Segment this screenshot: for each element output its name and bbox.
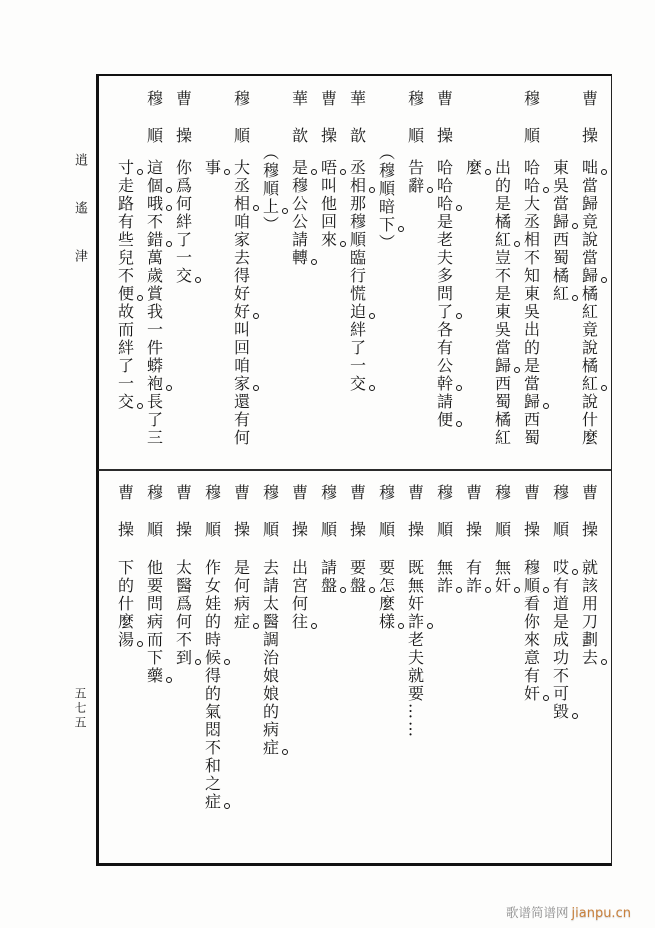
speaker-name: 穆順 [144,90,164,164]
speaker-name: 穆順 [318,484,338,558]
dialogue-text: 丞相那穆順臨行慌迫絆了一交 [347,159,367,393]
dialogue-column [545,470,574,864]
watermark-domain: jianpu.cn [571,906,631,921]
speaker-name: 曹操 [579,90,599,164]
dialogue-column [342,76,371,470]
dialogue-text: 告辭 [405,159,425,195]
dialogue-text: 要怎麼樣 [376,559,396,631]
dialogue-text: 寸走路有些兒不便故而絆了一交 [115,159,135,411]
dialogue-text: 事 [202,159,222,177]
speaker-name: 穆順 [231,90,251,164]
speaker-name: 穆順 [550,484,570,558]
dialogue-column [342,470,371,864]
speaker-name: 穆順 [434,484,454,558]
stage-direction: （穆順暗下） [376,144,396,252]
speaker-name: 曹操 [521,484,541,558]
dialogue-text: 請盤 [318,559,338,595]
speaker-name: 曹操 [115,484,135,558]
stage-direction-column [255,76,284,470]
dialogue-text: 是何病症 [231,559,251,631]
dialogue-column [400,470,429,864]
dialogue-text: 下的什麼湯 [115,559,135,649]
bottom-panel [110,470,603,864]
stage-direction: （穆順上） [260,144,280,234]
speaker-name: 曹操 [231,484,251,558]
dialogue-column [168,76,197,470]
dialogue-text: 出宮何往 [289,559,309,631]
dialogue-column [313,470,342,864]
dialogue-text: 這個哦不錯萬歲賞我一件蟒袍長了三 [144,159,164,447]
dialogue-text: 去請太醫調治娘娘的病症 [260,559,280,757]
speaker-name: 曹操 [579,484,599,558]
stage-direction-column [371,76,400,470]
speaker-name: 曹操 [347,484,367,558]
dialogue-column [400,76,429,470]
dialogue-column [371,470,400,864]
speaker-name: 曹操 [318,90,338,164]
speaker-name: 穆順 [376,484,396,558]
dialogue-column [139,470,168,864]
speaker-name: 曹操 [405,484,425,558]
dialogue-text: 咄當歸竟說當歸橘紅竟說橘紅說什麼 [579,159,599,447]
dialogue-text: 麼 [463,159,483,177]
dialogue-text: 東吳當歸西蜀橘紅 [550,159,570,303]
dialogue-text: 要盤 [347,559,367,595]
dialogue-column [429,76,458,470]
watermark-site-name: 歌谱简谱网 [506,905,569,920]
dialogue-continuation-column [110,76,139,470]
dialogue-text: 哈哈哈是老夫多問了各有公幹請便 [434,159,454,429]
speaker-name: 曹操 [173,90,193,164]
speaker-name: 穆順 [202,484,222,558]
dialogue-column [429,470,458,864]
dialogue-text: 出的是橘紅豈不是東吳當歸西蜀橘紅 [492,159,512,447]
speaker-name: 穆順 [144,484,164,558]
speaker-name: 曹操 [173,484,193,558]
dialogue-text: 有詐 [463,559,483,595]
page-number: 五七五 [73,687,87,731]
dialogue-text: 大丞相咱家去得好好叫回咱家還有何 [231,159,251,447]
running-title: 逍遙津 [72,153,87,297]
dialogue-text: 穆順看你來意有奸 [521,559,541,703]
dialogue-text: 太醫爲何不到 [173,559,193,667]
dialogue-column [226,76,255,470]
dialogue-column [255,470,284,864]
dialogue-column [516,470,545,864]
dialogue-text: 你爲何絆了一交 [173,159,193,285]
dialogue-text: 就該用刀劃去 [579,559,599,667]
dialogue-text: 哎有道是成功不可毀 [550,559,570,721]
dialogue-text: 既無奸詐老夫就要…… [405,559,425,739]
dialogue-text: 是穆公公請轉 [289,159,309,267]
speaker-name: 穆順 [492,484,512,558]
dialogue-column [574,76,603,470]
dialogue-column [284,76,313,470]
dialogue-column [226,470,255,864]
dialogue-text: 他要問病而下藥 [144,559,164,685]
dialogue-column [284,470,313,864]
dialogue-continuation-column [487,76,516,470]
dialogue-continuation-column [458,76,487,470]
dialogue-column [168,470,197,864]
dialogue-continuation-column [545,76,574,470]
dialogue-column [197,470,226,864]
speaker-name: 曹操 [434,90,454,164]
dialogue-text: 無詐 [434,559,454,595]
speaker-name: 曹操 [289,484,309,558]
dialogue-continuation-column [197,76,226,470]
site-watermark [506,902,631,921]
dialogue-column [139,76,168,470]
top-panel [110,76,603,470]
speaker-name: 華歆 [347,90,367,164]
dialogue-column [516,76,545,470]
dialogue-text: 唔叫他回來 [318,159,338,249]
dialogue-column [574,470,603,864]
speaker-name: 穆順 [405,90,425,164]
dialogue-text: 無奸 [492,559,512,595]
dialogue-column [487,470,516,864]
dialogue-text: 作女娃的時候得的氣悶不和之症 [202,559,222,811]
speaker-name: 穆順 [521,90,541,164]
speaker-name: 曹操 [463,484,483,558]
dialogue-column [458,470,487,864]
speaker-name: 華歆 [289,90,309,164]
dialogue-text: 哈哈大丞相不知東吳出的是當歸西蜀 [521,159,541,447]
dialogue-column [110,470,139,864]
dialogue-column [313,76,342,470]
speaker-name: 穆順 [260,484,280,558]
